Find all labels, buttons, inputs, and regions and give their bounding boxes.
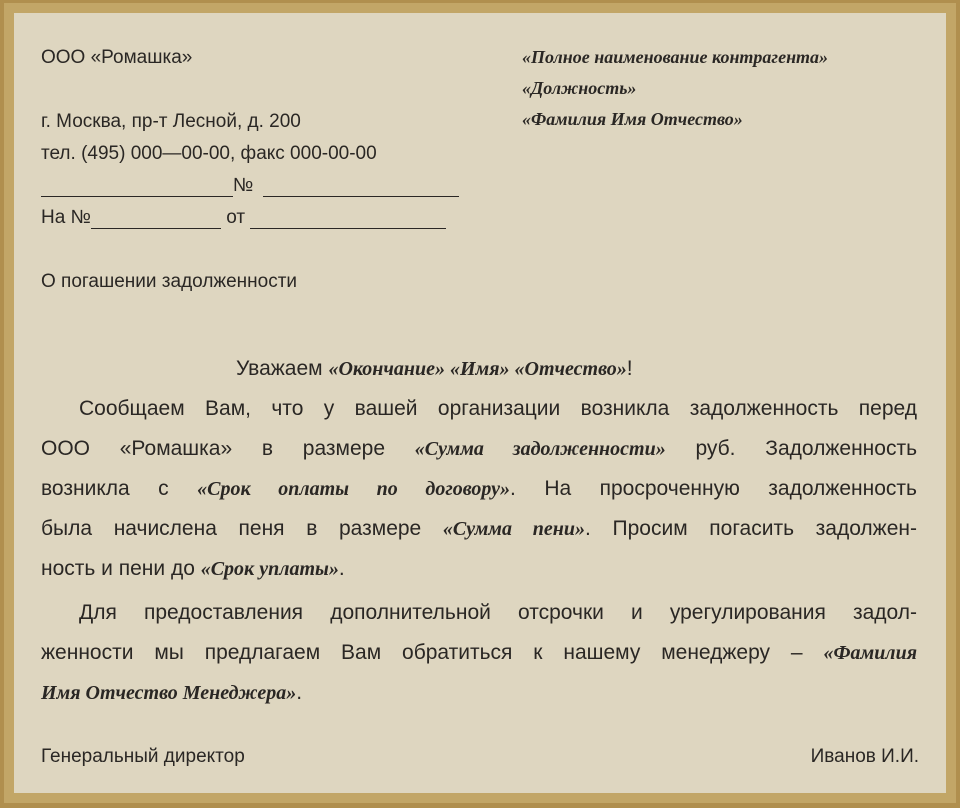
ref-prefix: На № (41, 207, 91, 228)
paragraph-1-line-3 (41, 469, 917, 509)
text-run: руб. Задолженность (665, 437, 918, 460)
addressee-organization: «Полное наименование контрагента» (522, 47, 829, 67)
manager-name-field-start: «Фамилия (823, 642, 917, 664)
text-run: была начислена пеня в размере (41, 517, 443, 540)
paragraph-1-line-5 (41, 549, 917, 589)
letter-subject: О погашении задолженности (41, 271, 298, 292)
text-run: . (338, 557, 345, 580)
document-frame (4, 3, 956, 803)
outgoing-date-blank (41, 178, 233, 197)
reference-row (41, 207, 446, 229)
penalty-amount-field: «Сумма пени» (442, 518, 586, 540)
ref-from-label: от (226, 207, 246, 228)
paragraph-2-line-2 (41, 633, 917, 673)
paragraph-2-line-3 (41, 673, 917, 713)
paragraph-1-line-2 (41, 429, 917, 469)
paragraph-2-line-1: Для предоставления дополнительной отсрочки и урегулирования задол- (79, 601, 917, 624)
text-run: ООО «Ромашка» в размере (41, 437, 415, 460)
ref-number-blank (91, 210, 221, 229)
addressee-position: «Должность» (522, 78, 637, 98)
sender-address: г. Москва, пр-т Лесной, д. 200 (41, 111, 301, 132)
greeting (236, 349, 633, 389)
text-run: . (296, 681, 303, 704)
sender-phone: тел. (495) 000—00-00, факс 000-00-00 (41, 143, 377, 164)
greeting-suffix: ! (626, 357, 633, 380)
text-run: . Просим погасить задолжен- (585, 517, 917, 540)
text-run: ность и пени до (41, 557, 201, 580)
text-run: женности мы предлагаем Вам обратиться к нашему менеджеру – (41, 641, 824, 664)
text-run: . На просроченную задолженность (510, 477, 917, 500)
greeting-prefix: Уважаем (236, 357, 329, 380)
paragraph-1-line-4 (41, 509, 917, 549)
signatory-position: Генеральный директор (41, 746, 245, 767)
outgoing-number-row (41, 175, 459, 197)
text-run: возникла с (41, 477, 198, 500)
sender-company: ООО «Ромашка» (41, 47, 193, 68)
signatory-name: Иванов И.И. (810, 746, 919, 767)
payment-term-field: «Срок оплаты по договору» (197, 478, 511, 500)
paragraph-1-line-1: Сообщаем Вам, что у вашей организации возникла задолженность перед (79, 397, 917, 420)
letter-page (14, 13, 946, 793)
debt-amount-field: «Сумма задолженности» (414, 438, 666, 460)
addressee-name: «Фамилия Имя Отчество» (522, 109, 743, 129)
ref-date-blank (250, 210, 446, 229)
number-sign: № (233, 175, 254, 196)
greeting-fields: «Окончание» «Имя» «Отчество» (328, 358, 627, 380)
due-date-field: «Срок уплаты» (200, 558, 339, 580)
manager-name-field-end: Имя Отчество Менеджера» (41, 682, 297, 704)
outgoing-number-blank (263, 178, 459, 197)
